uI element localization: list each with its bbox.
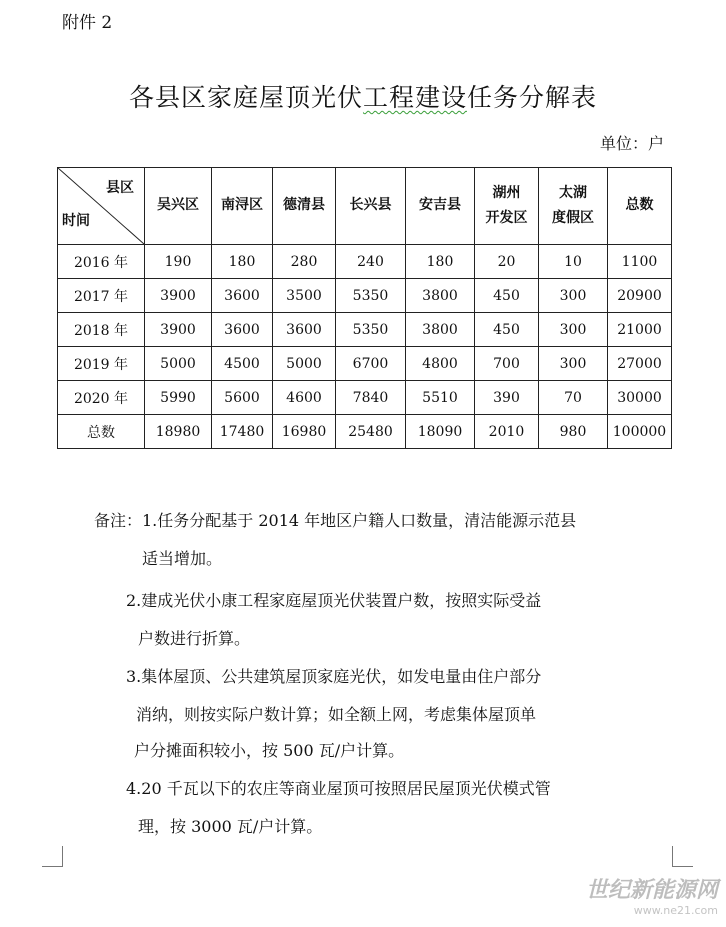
table-cell: 450 (475, 279, 539, 313)
table-cell: 3800 (406, 313, 475, 347)
table-cell: 3900 (145, 279, 212, 313)
column-header-line1: 太湖 (559, 184, 587, 201)
table-cell: 300 (539, 347, 608, 381)
note-line: 4.20 千瓦以下的农庄等商业屋顶可按照居民屋顶光伏模式管 (126, 779, 551, 798)
column-header (145, 168, 212, 245)
table-cell: 18090 (406, 415, 475, 449)
column-header-line2: 度假区 (552, 210, 594, 226)
table-cell: 6700 (336, 347, 406, 381)
table-cell: 18980 (145, 415, 212, 449)
row-label: 2016 年 (58, 245, 145, 279)
table-cell: 5990 (145, 381, 212, 415)
column-header-line1: 长兴县 (349, 197, 392, 214)
column-header-line1: 安吉县 (419, 197, 461, 214)
column-header (406, 168, 475, 245)
corner-time-label: 时间 (62, 212, 90, 229)
note-line: 3.集体屋顶、公共建筑屋顶家庭光伏，如发电量由住户部分 (126, 667, 542, 686)
title-part-3: 任务分解表 (467, 83, 598, 112)
table-cell: 5350 (336, 279, 406, 313)
watermark-line1: 世纪新能源网 (585, 878, 718, 903)
table-cell: 20900 (608, 279, 672, 313)
unit-label: 单位：户 (599, 134, 664, 153)
column-header-line1: 湖州 (492, 184, 521, 201)
note-line: 理，按 3000 瓦/户计算。 (138, 817, 323, 836)
column-header-line2: 开发区 (485, 210, 528, 226)
table-header-row (58, 168, 672, 245)
title-part-1: 各县区家庭屋顶光伏 (128, 83, 363, 112)
corner-header-cell (58, 168, 145, 245)
task-table (57, 167, 672, 449)
note-line: 适当增加。 (142, 549, 223, 568)
table-cell: 700 (475, 347, 539, 381)
note-line: 2.建成光伏小康工程家庭屋顶光伏装置户数，按照实际受益 (126, 591, 542, 610)
column-header-line1: 南浔区 (221, 197, 263, 214)
table-cell: 5000 (273, 347, 336, 381)
watermark (586, 873, 718, 917)
table-cell: 180 (406, 245, 475, 279)
table-cell: 27000 (608, 347, 672, 381)
table-cell: 5000 (145, 347, 212, 381)
column-header (212, 168, 273, 245)
table-cell: 1100 (608, 245, 672, 279)
table-cell: 17480 (212, 415, 273, 449)
page-title (0, 78, 726, 114)
table-row (58, 245, 672, 279)
table-cell: 20 (475, 245, 539, 279)
table-cell: 100000 (608, 415, 672, 449)
table-cell: 450 (475, 313, 539, 347)
table-cell: 180 (212, 245, 273, 279)
row-label: 总数 (58, 415, 145, 449)
table-cell: 5350 (336, 313, 406, 347)
table-cell: 3800 (406, 279, 475, 313)
column-header (539, 168, 608, 245)
row-label: 2017 年 (58, 279, 145, 313)
table-cell: 10 (539, 245, 608, 279)
table-cell: 7840 (336, 381, 406, 415)
table-cell: 280 (273, 245, 336, 279)
corner-county-label: 县区 (106, 180, 134, 196)
column-header-line1: 吴兴区 (157, 197, 199, 214)
attachment-label: 附件 2 (62, 13, 113, 33)
table-cell: 16980 (273, 415, 336, 449)
table-row (58, 279, 672, 313)
column-header (336, 168, 406, 245)
table-cell: 2010 (475, 415, 539, 449)
table-cell: 30000 (608, 381, 672, 415)
column-header (475, 168, 539, 245)
table-cell: 3600 (273, 313, 336, 347)
column-header-line1: 德清县 (283, 197, 325, 214)
note-line: 备注：1.任务分配基于 2014 年地区户籍人口数量，清洁能源示范县 (94, 511, 577, 530)
table-cell: 3600 (212, 279, 273, 313)
table-row (58, 347, 672, 381)
column-header (273, 168, 336, 245)
table-cell: 4500 (212, 347, 273, 381)
table-cell: 3600 (212, 313, 273, 347)
column-header-line1: 总数 (625, 197, 654, 214)
table-cell: 70 (539, 381, 608, 415)
margin-corner-mark-right (672, 846, 693, 867)
margin-corner-mark-left (42, 846, 63, 867)
row-label: 2020 年 (58, 381, 145, 415)
table-cell: 240 (336, 245, 406, 279)
note-line: 消纳，则按实际户数计算；如全额上网，考虑集体屋顶单 (136, 705, 537, 724)
table-cell: 21000 (608, 313, 672, 347)
note-line: 户数进行折算。 (138, 629, 251, 648)
row-label: 2018 年 (58, 313, 145, 347)
table-cell: 5600 (212, 381, 273, 415)
table-row (58, 313, 672, 347)
table-cell: 300 (539, 313, 608, 347)
row-label: 2019 年 (58, 347, 145, 381)
table-cell: 25480 (336, 415, 406, 449)
table-cell: 5510 (406, 381, 475, 415)
table-cell: 980 (539, 415, 608, 449)
title-part-2: 工程建设 (362, 83, 467, 112)
table-cell: 3500 (273, 279, 336, 313)
table-cell: 390 (475, 381, 539, 415)
table-row (58, 381, 672, 415)
table-cell: 4600 (273, 381, 336, 415)
table-cell: 300 (539, 279, 608, 313)
table-total-row (58, 415, 672, 449)
column-header (608, 168, 672, 245)
table-cell: 3900 (145, 313, 212, 347)
table-cell: 4800 (406, 347, 475, 381)
note-line: 户分摊面积较小，按 500 瓦/户计算。 (134, 741, 405, 760)
watermark-line2: www.ne21.com (633, 904, 718, 917)
table-cell: 190 (145, 245, 212, 279)
